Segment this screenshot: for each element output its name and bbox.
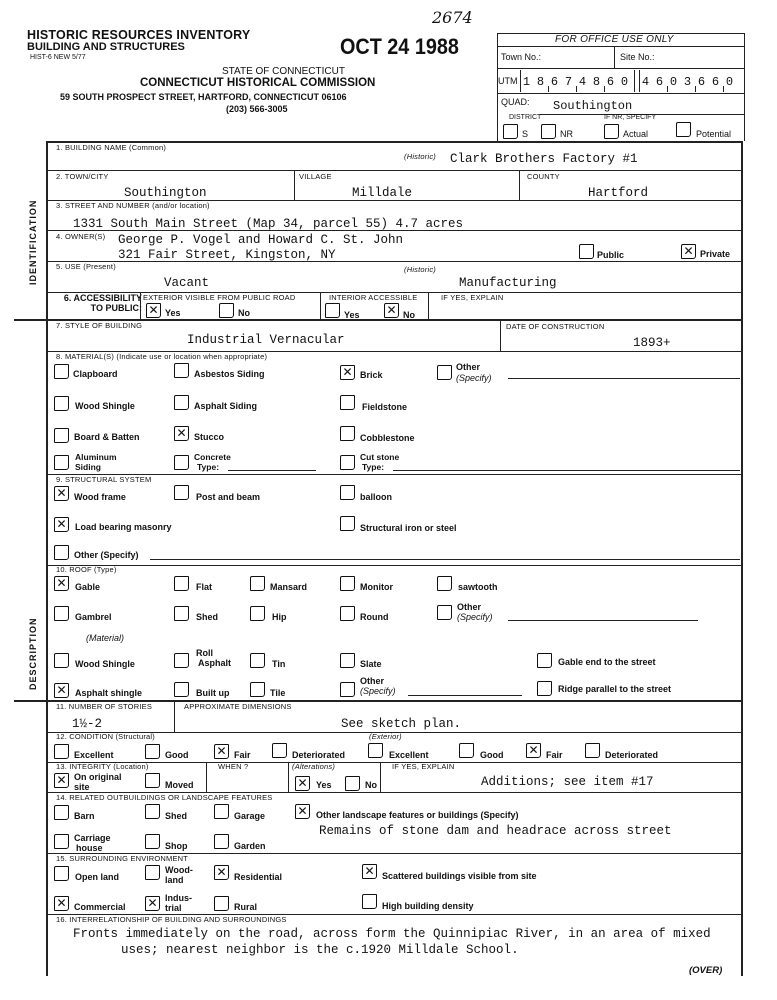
interior-no-checkbox[interactable]: ✕ <box>384 303 399 318</box>
roof-ridge-parallel-label: Ridge parallel to the street <box>558 684 672 694</box>
alterations-yes-checkbox[interactable]: ✕ <box>295 776 310 791</box>
env-residential-label: Residential <box>234 872 283 882</box>
roof-gambrel-label: Gambrel <box>75 612 112 622</box>
interior-no-label: No <box>403 310 415 320</box>
outbuilding-other-label: Other landscape features or buildings (Specify) <box>316 810 519 820</box>
structure-other-checkbox[interactable] <box>54 545 69 560</box>
site-no-label: Site No.: <box>620 52 655 62</box>
env-open-land-checkbox[interactable] <box>54 866 69 881</box>
env-scattered-label: Scattered buildings visible from site <box>382 871 537 881</box>
outbuilding-other-checkbox[interactable]: ✕ <box>295 804 310 819</box>
roof-other-checkbox[interactable] <box>437 605 452 620</box>
construction-date-value[interactable]: 1893+ <box>633 336 671 350</box>
material-fieldstone-checkbox[interactable] <box>340 395 355 410</box>
form-id: HIST-6 NEW 5/77 <box>30 54 86 61</box>
alterations-label: (Alterations) <box>292 762 336 771</box>
q1-historic-value[interactable]: Clark Brothers Factory #1 <box>450 152 638 166</box>
structure-balloon-checkbox[interactable] <box>340 485 355 500</box>
struct-good-label: Good <box>165 750 189 760</box>
construction-date-label: DATE OF CONSTRUCTION <box>506 322 605 331</box>
interior-accessible-label: INTERIOR ACCESSIBLE <box>329 293 418 302</box>
roof-asphalt-label: Asphalt <box>198 658 232 668</box>
roof-built-up-checkbox[interactable] <box>174 682 189 697</box>
env-industrial-checkbox[interactable]: ✕ <box>145 896 160 911</box>
material-aluminum-checkbox[interactable] <box>54 455 69 470</box>
env-rural-checkbox[interactable] <box>214 896 229 911</box>
interior-yes-label: Yes <box>344 310 360 320</box>
form-subtitle: BUILDING AND STRUCTURES <box>27 41 185 53</box>
material-brick-label: Brick <box>360 370 383 380</box>
dimensions-label: APPROXIMATE DIMENSIONS <box>184 702 292 711</box>
roof-monitor-label: Monitor <box>360 582 393 592</box>
commission-address: 59 SOUTH PROSPECT STREET, HARTFORD, CONNECTICUT 06106 <box>60 92 347 102</box>
env-rural-label: Rural <box>234 902 258 912</box>
roof-roll-label: Roll <box>196 648 213 658</box>
structure-post-beam-label: Post and beam <box>196 492 261 502</box>
env-high-density-checkbox[interactable] <box>362 894 377 909</box>
roof-tin-label: Tin <box>272 659 286 669</box>
roof-gable-end-label: Gable end to the street <box>558 657 656 667</box>
roof-flat-checkbox[interactable] <box>174 576 189 591</box>
struct-excellent-checkbox[interactable] <box>54 744 69 759</box>
roof-shed-checkbox[interactable] <box>174 606 189 621</box>
material-cobblestone-checkbox[interactable] <box>340 426 355 441</box>
q6-explain-label: IF YES, EXPLAIN <box>441 293 504 302</box>
material-aluminum-label: Aluminum <box>75 452 117 462</box>
roof-sawtooth-label: sawtooth <box>458 582 498 592</box>
village-value[interactable]: Milldale <box>352 186 413 200</box>
q3-label: 3. STREET AND NUMBER (and/or location) <box>56 201 210 210</box>
utm-digit: 8 <box>592 75 601 89</box>
quad-label: QUAD: <box>501 97 530 107</box>
material-other-checkbox[interactable] <box>437 365 452 380</box>
q12-label: 12. CONDITION (Structural) <box>56 732 155 741</box>
owner-line-2[interactable]: 321 Fair Street, Kingston, NY <box>118 248 336 262</box>
q12-exterior-label: (Exterior) <box>369 732 402 741</box>
env-scattered-checkbox[interactable]: ✕ <box>362 864 377 879</box>
struct-deteriorated-label: Deteriorated <box>292 750 346 760</box>
outbuilding-shop-checkbox[interactable] <box>145 834 160 849</box>
roof-mansard-checkbox[interactable] <box>250 576 265 591</box>
structure-iron-steel-label: Structural iron or steel <box>360 523 457 533</box>
ext-excellent-label: Excellent <box>389 750 429 760</box>
material-other-specify: (Specify) <box>456 373 492 383</box>
section-identification: IDENTIFICATION <box>28 199 38 285</box>
material-concrete-label: Concrete <box>194 452 231 462</box>
county-label: COUNTY <box>527 172 560 181</box>
ext-fair-checkbox[interactable]: ✕ <box>526 743 541 758</box>
utm-digit: 8 <box>536 75 545 89</box>
owner-line-1[interactable]: George P. Vogel and Howard C. St. John <box>118 233 404 247</box>
material-other-label: Other <box>456 362 481 372</box>
q8-label: 8. MATERIAL(S) (Indicate use or location when appropriate) <box>56 352 268 361</box>
material-stucco-checkbox[interactable]: ✕ <box>174 426 189 441</box>
outbuilding-garage-label: Garage <box>234 811 266 821</box>
material-asbestos-label: Asbestos Siding <box>194 369 265 379</box>
nr-potential-checkbox[interactable] <box>676 122 691 137</box>
material-cut-stone-label: Cut stone <box>360 452 400 462</box>
roof-wood-shingle-label: Wood Shingle <box>75 659 135 669</box>
interrelationship-line-1[interactable]: Fronts immediately on the road, across form the Quinnipiac River, in an area of mixed <box>73 927 711 941</box>
utm-digit: 3 <box>683 75 692 89</box>
roof-gable-label: Gable <box>75 582 101 592</box>
struct-fair-label: Fair <box>234 750 251 760</box>
material-asphalt-siding-checkbox[interactable] <box>174 395 189 410</box>
outbuilding-barn-checkbox[interactable] <box>54 805 69 820</box>
exterior-no-checkbox[interactable] <box>219 303 234 318</box>
roof-material-label: (Material) <box>86 633 125 643</box>
q13-label: 13. INTEGRITY (Location) <box>56 762 149 771</box>
roof-built-up-label: Built up <box>196 688 230 698</box>
material-wood-shingle-label: Wood Shingle <box>75 401 135 411</box>
office-use-title: FOR OFFICE USE ONLY <box>555 34 674 45</box>
material-asphalt-siding-label: Asphalt Siding <box>194 401 257 411</box>
material-concrete-checkbox[interactable] <box>174 455 189 470</box>
roof-hip-checkbox[interactable] <box>250 606 265 621</box>
ext-good-checkbox[interactable] <box>459 743 474 758</box>
handwritten-number: 2674 <box>432 8 473 27</box>
env-trial-label: trial <box>165 903 182 913</box>
env-land-label: land <box>165 875 184 885</box>
alterations-no-label: No <box>365 780 377 790</box>
exterior-no-label: No <box>238 308 250 318</box>
ext-deteriorated-label: Deteriorated <box>605 750 659 760</box>
outbuilding-shed-label: Shed <box>165 811 188 821</box>
roof-round-checkbox[interactable] <box>340 606 355 621</box>
over-label: (OVER) <box>689 965 723 976</box>
utm-digit: 0 <box>669 75 678 89</box>
env-commercial-label: Commercial <box>74 902 126 912</box>
roof-gambrel-checkbox[interactable] <box>54 606 69 621</box>
nr-actual-checkbox[interactable] <box>604 124 619 139</box>
material-stucco-label: Stucco <box>194 432 225 442</box>
private-checkbox[interactable]: ✕ <box>681 244 696 259</box>
interrelationship-line-2[interactable]: uses; nearest neighbor is the c.1920 Milldale School. <box>121 943 519 957</box>
state-name: STATE OF CONNECTICUT <box>222 66 345 77</box>
alterations-yes-label: Yes <box>316 780 332 790</box>
commission-name: CONNECTICUT HISTORICAL COMMISSION <box>140 77 376 89</box>
outbuilding-house-label: house <box>76 843 103 853</box>
street-value[interactable]: 1331 South Main Street (Map 34, parcel 55) 4.7 acres <box>73 217 464 231</box>
integrity-site-label: site <box>74 782 90 792</box>
utm-digit: 6 <box>697 75 706 89</box>
roof-other-specify: (Specify) <box>457 612 493 622</box>
q5-label: 5. USE (Present) <box>56 262 116 271</box>
outbuilding-carriage-label: Carriage <box>74 833 111 843</box>
roof-tile-label: Tile <box>270 688 286 698</box>
nr-actual-label: Actual <box>623 129 649 139</box>
roof-slate-checkbox[interactable] <box>340 653 355 668</box>
town-no-label: Town No.: <box>501 52 542 62</box>
district-nr-checkbox[interactable] <box>541 124 556 139</box>
env-commercial-checkbox[interactable]: ✕ <box>54 896 69 911</box>
env-open-land-label: Open land <box>75 872 120 882</box>
q7-label: 7. STYLE OF BUILDING <box>56 321 143 330</box>
town-value[interactable]: Southington <box>124 186 207 200</box>
q1-historic-label: (Historic) <box>404 152 436 161</box>
q11-label: 11. NUMBER OF STORIES <box>56 702 153 711</box>
roof-mansard-label: Mansard <box>270 582 308 592</box>
commission-phone: (203) 566-3005 <box>226 104 288 114</box>
outbuilding-garage-checkbox[interactable] <box>214 804 229 819</box>
utm-digit: 4 <box>641 75 650 89</box>
env-high-density-label: High building density <box>382 901 474 911</box>
roof-other-label: Other <box>457 602 482 612</box>
q4-label: 4. OWNER(S) <box>56 232 106 241</box>
material-clapboard-label: Clapboard <box>73 369 118 379</box>
env-indus-label: Indus- <box>165 893 192 903</box>
q10-label: 10. ROOF (Type) <box>56 565 117 574</box>
alterations-explain-value[interactable]: Additions; see item #17 <box>481 775 654 789</box>
ext-excellent-checkbox[interactable] <box>368 743 383 758</box>
form-title: HISTORIC RESOURCES INVENTORY <box>27 28 251 42</box>
historic-use-value[interactable]: Manufacturing <box>459 276 557 290</box>
roof-gable-end-checkbox[interactable] <box>537 653 552 668</box>
env-residential-checkbox[interactable]: ✕ <box>214 865 229 880</box>
q16-label: 16. INTERRELATIONSHIP OF BUILDING AND SURROUNDINGS <box>56 915 287 924</box>
private-label: Private <box>700 249 731 259</box>
utm-digit: 6 <box>655 75 664 89</box>
material-cut-stone-type-label: Type: <box>362 462 385 472</box>
structure-load-bearing-checkbox[interactable]: ✕ <box>54 517 69 532</box>
district-s-label: S <box>522 129 529 139</box>
style-value[interactable]: Industrial Vernacular <box>187 333 345 347</box>
stories-value[interactable]: 1½-2 <box>72 717 103 731</box>
roof-other-material-label: Other <box>360 676 385 686</box>
when-label: WHEN ? <box>218 762 249 771</box>
material-siding-label: Siding <box>75 462 101 472</box>
structure-post-beam-checkbox[interactable] <box>174 485 189 500</box>
utm-digit: 6 <box>550 75 559 89</box>
outbuilding-garden-checkbox[interactable] <box>214 834 229 849</box>
structure-load-bearing-label: Load bearing masonry <box>75 522 172 532</box>
present-use-value[interactable]: Vacant <box>164 276 210 290</box>
roof-round-label: Round <box>360 612 389 622</box>
roof-wood-shingle-checkbox[interactable] <box>54 653 69 668</box>
material-cobblestone-label: Cobblestone <box>360 433 415 443</box>
roof-sawtooth-checkbox[interactable] <box>437 576 452 591</box>
dimensions-value[interactable]: See sketch plan. <box>341 717 462 731</box>
integrity-original-label: On original <box>74 772 122 782</box>
utm-digit: 6 <box>606 75 615 89</box>
roof-flat-label: Flat <box>196 582 213 592</box>
structure-other-label: Other (Specify) <box>74 550 139 560</box>
material-board-batten-checkbox[interactable] <box>54 428 69 443</box>
structure-wood-frame-checkbox[interactable]: ✕ <box>54 486 69 501</box>
ext-fair-label: Fair <box>546 750 563 760</box>
material-clapboard-checkbox[interactable] <box>54 364 69 379</box>
outbuilding-carriage-house-checkbox[interactable] <box>54 834 69 849</box>
q14-label: 14. RELATED OUTBUILDINGS OR LANDSCAPE FEATURES <box>56 793 273 802</box>
section-description: DESCRIPTION <box>28 617 38 690</box>
q15-label: 15. SURROUNDING ENVIRONMENT <box>56 854 189 863</box>
roof-shed-label: Shed <box>196 612 219 622</box>
nr-specify-label: IF NR, SPECIFY <box>604 114 657 121</box>
integrity-original-site-checkbox[interactable]: ✕ <box>54 773 69 788</box>
district-label: DISTRICT <box>509 114 542 121</box>
roof-asphalt-shingle-checkbox[interactable]: ✕ <box>54 683 69 698</box>
structure-iron-steel-checkbox[interactable] <box>340 516 355 531</box>
structure-wood-frame-label: Wood frame <box>74 492 126 502</box>
received-stamp: OCT 24 1988 <box>340 34 459 59</box>
roof-monitor-checkbox[interactable] <box>340 576 355 591</box>
struct-fair-checkbox[interactable]: ✕ <box>214 744 229 759</box>
roof-other-material-checkbox[interactable] <box>340 682 355 697</box>
material-concrete-type-label: Type: <box>197 462 220 472</box>
material-fieldstone-label: Fieldstone <box>362 402 408 412</box>
roof-slate-label: Slate <box>360 659 382 669</box>
outbuilding-shop-label: Shop <box>165 841 188 851</box>
roof-ridge-parallel-checkbox[interactable] <box>537 681 552 696</box>
exterior-visible-label: EXTERIOR VISIBLE FROM PUBLIC ROAD <box>143 293 296 302</box>
historic-use-label: (Historic) <box>404 265 436 274</box>
county-value[interactable]: Hartford <box>588 186 649 200</box>
q6-label: 6. ACCESSIBILITY TO PUBLIC: <box>63 293 142 313</box>
interior-yes-checkbox[interactable] <box>325 303 340 318</box>
outbuilding-other-value[interactable]: Remains of stone dam and headrace across street <box>319 824 672 838</box>
utm-digit: 4 <box>578 75 587 89</box>
roof-hip-label: Hip <box>272 612 287 622</box>
struct-excellent-label: Excellent <box>74 750 114 760</box>
structure-balloon-label: balloon <box>360 492 392 502</box>
alterations-no-checkbox[interactable] <box>345 776 360 791</box>
public-checkbox[interactable] <box>579 244 594 259</box>
roof-roll-asphalt-checkbox[interactable] <box>174 653 189 668</box>
integrity-moved-checkbox[interactable] <box>145 773 160 788</box>
material-cut-stone-checkbox[interactable] <box>340 455 355 470</box>
q2-label: 2. TOWN/CITY <box>56 172 109 181</box>
outbuilding-barn-label: Barn <box>74 811 95 821</box>
struct-good-checkbox[interactable] <box>145 744 160 759</box>
utm-digit: 6 <box>711 75 720 89</box>
env-woodland-label: Wood- <box>165 865 193 875</box>
roof-other-material-specify: (Specify) <box>360 686 396 696</box>
utm-digit: 0 <box>725 75 734 89</box>
struct-deteriorated-checkbox[interactable] <box>272 743 287 758</box>
q1-label: 1. BUILDING NAME (Common) <box>56 143 167 152</box>
utm-digit: 1 <box>522 75 531 89</box>
exterior-yes-label: Yes <box>165 308 181 318</box>
integrity-moved-label: Moved <box>165 780 194 790</box>
roof-tin-checkbox[interactable] <box>250 653 265 668</box>
roof-asphalt-shingle-label: Asphalt shingle <box>75 688 143 698</box>
outbuilding-garden-label: Garden <box>234 841 266 851</box>
nr-potential-label: Potential <box>696 129 732 139</box>
utm-digit: 7 <box>564 75 573 89</box>
district-s-checkbox[interactable] <box>503 124 518 139</box>
material-board-batten-label: Board & Batten <box>74 432 140 442</box>
outbuilding-shed-checkbox[interactable] <box>145 804 160 819</box>
env-woodland-checkbox[interactable] <box>145 865 160 880</box>
material-brick-checkbox[interactable]: ✕ <box>340 365 355 380</box>
material-wood-shingle-checkbox[interactable] <box>54 396 69 411</box>
material-asbestos-checkbox[interactable] <box>174 363 189 378</box>
q9-label: 9. STRUCTURAL SYSTEM <box>56 475 152 484</box>
roof-gable-checkbox[interactable]: ✕ <box>54 576 69 591</box>
utm-label: UTM <box>498 76 518 86</box>
quad-value: Southington <box>553 99 633 113</box>
exterior-yes-checkbox[interactable]: ✕ <box>146 303 161 318</box>
q13-explain-label: IF YES, EXPLAIN <box>392 762 455 771</box>
public-label: Public <box>597 250 625 260</box>
district-nr-label: NR <box>560 129 573 139</box>
ext-good-label: Good <box>480 750 504 760</box>
ext-deteriorated-checkbox[interactable] <box>585 743 600 758</box>
roof-tile-checkbox[interactable] <box>250 682 265 697</box>
village-label: VILLAGE <box>299 172 332 181</box>
utm-digit: 0 <box>620 75 629 89</box>
